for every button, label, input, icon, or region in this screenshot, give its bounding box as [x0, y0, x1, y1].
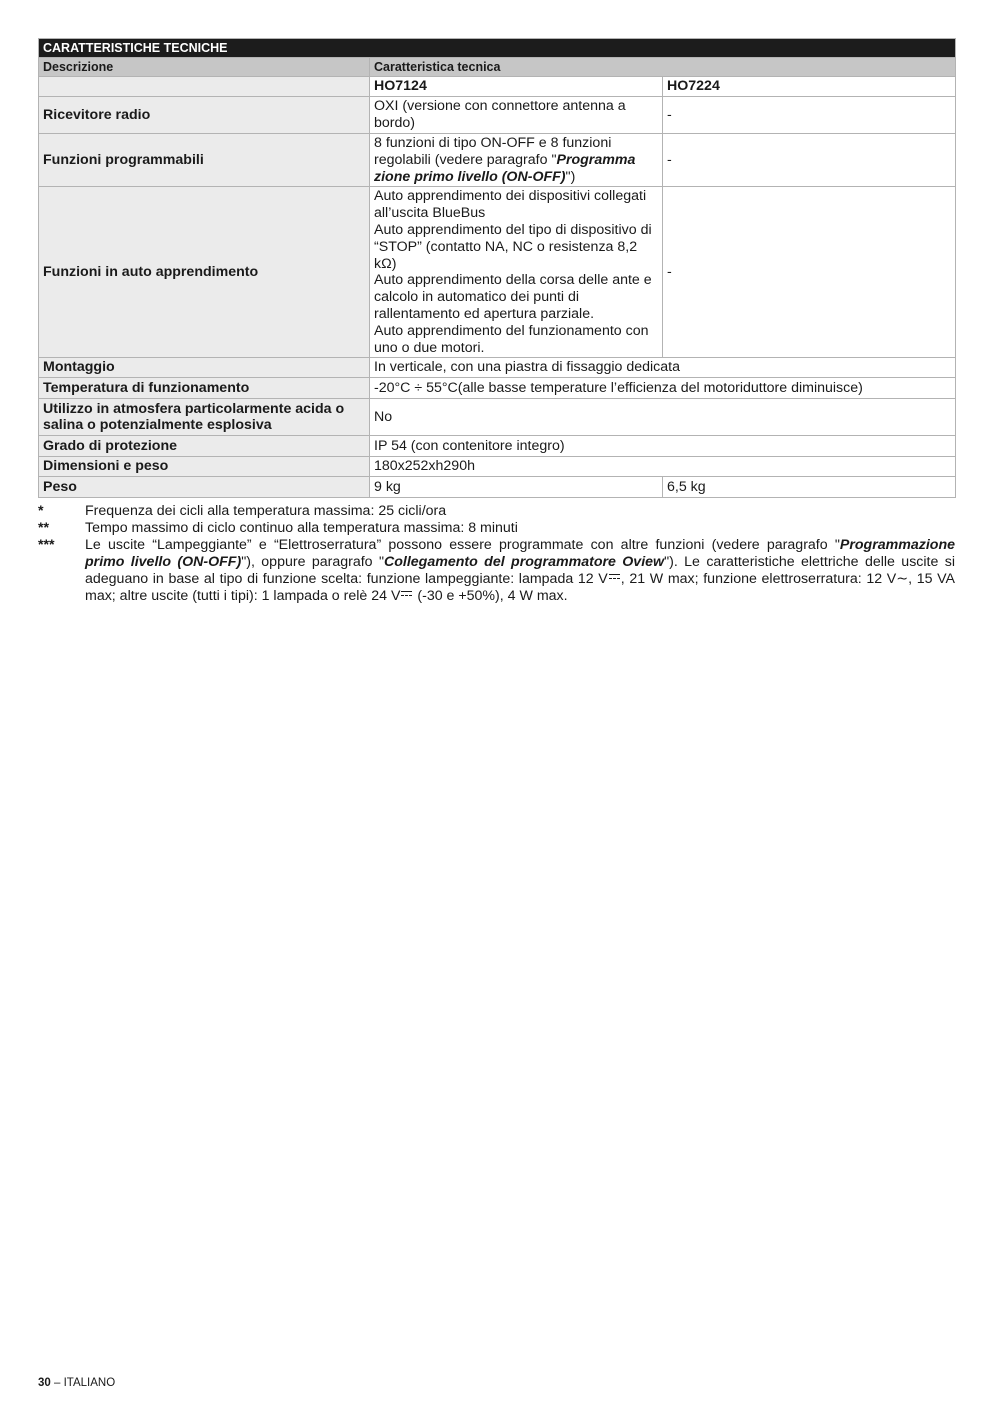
page-number: 30	[38, 1377, 51, 1389]
footnote-mark: ***	[38, 537, 55, 553]
row-value-a: 9 kg	[370, 477, 663, 498]
row-line: Auto apprendimento dei dispositivi collegati all’uscita BlueBus	[374, 188, 647, 222]
footnote	[38, 503, 955, 520]
row-value: 180x252xh290h	[370, 457, 956, 477]
row-value-a	[370, 187, 663, 358]
row-value-b: -	[663, 97, 956, 134]
row-value: IP 54 (con contenitore integro)	[370, 436, 956, 457]
note-text: , 21 W max; funzione elettroserratura: 12 V∼, 15 VA max; altre uscite (tutti i tipi): 1 lampada o relè 24 V	[85, 571, 955, 604]
row-label: Ricevitore radio	[39, 97, 370, 134]
row-line: Auto apprendimento del funzionamento con uno o due motori.	[374, 322, 649, 356]
row-value: No	[370, 399, 956, 436]
row-text: ")	[565, 168, 576, 185]
table-title: CARATTERISTICHE TECNICHE	[39, 39, 956, 58]
footnote	[38, 537, 955, 605]
row-label: Funzioni programmabili	[39, 134, 370, 187]
note-text: "). Le caratteristiche elettriche delle uscite si adeguano in base al tipo di funzione scelta: funzione lampeggiante: lampada 12 V	[85, 554, 955, 587]
table-row	[39, 477, 956, 498]
row-label: Grado di protezione	[39, 436, 370, 457]
col-description-header: Descrizione	[39, 58, 370, 77]
row-value-b: 6,5 kg	[663, 477, 956, 498]
table-row	[39, 134, 956, 187]
paragraph-reference: Programma zione primo livello (ON-OFF)	[374, 151, 636, 185]
row-value-b: -	[663, 134, 956, 187]
row-value: -20°C ÷ 55°C(alle basse temperature l’efficienza del motoriduttore diminuisce)	[370, 378, 956, 399]
row-label: Peso	[39, 477, 370, 498]
table-row	[39, 436, 956, 457]
table-row	[39, 378, 956, 399]
footnote-text: Frequenza dei cicli alla temperatura massima: 25 cicli/ora	[85, 503, 447, 519]
row-value: In verticale, con una piastra di fissaggio dedicata	[370, 358, 956, 378]
table-row	[39, 399, 956, 436]
table-title-row	[39, 39, 956, 58]
paragraph-reference: Collegamento del programmatore Oview	[383, 554, 665, 570]
table-row	[39, 358, 956, 378]
footer-language: – ITALIANO	[54, 1377, 116, 1389]
note-text: Le uscite “Lampeggiante” e “Elettroserratura” possono essere programmate con altre funzioni (vedere paragrafo "	[85, 537, 840, 553]
table-header-row	[39, 58, 956, 77]
footnote-text: Tempo massimo di ciclo continuo alla temperatura massima: 8 minuti	[85, 520, 518, 536]
row-value-b: -	[663, 187, 956, 358]
table-row	[39, 187, 956, 358]
row-label: Funzioni in auto apprendimento	[39, 187, 370, 358]
dc-current-icon	[609, 574, 620, 581]
row-label: Temperatura di funzionamento	[39, 378, 370, 399]
footnote-mark: *	[38, 503, 44, 519]
dc-current-icon	[401, 591, 412, 598]
footnote	[38, 520, 955, 537]
table-row	[39, 457, 956, 477]
row-label: Utilizzo in atmosfera particolarmente acida o salina o potenzialmente esplosiva	[39, 399, 370, 436]
note-text: "), oppure paragrafo "	[241, 554, 384, 570]
row-line: Auto apprendimento della corsa delle ante e calcolo in automatico dei punti di rallentamento ed apertura parziale.	[374, 272, 652, 322]
footnotes	[38, 503, 955, 605]
footnote-text	[85, 537, 955, 605]
spec-table	[38, 38, 956, 498]
footnote-mark: **	[38, 520, 50, 536]
row-value-a	[370, 134, 663, 187]
page-footer	[38, 1377, 115, 1389]
row-label: Montaggio	[39, 358, 370, 378]
paragraph-reference: Programmazione primo livello (ON-OFF)	[85, 537, 955, 570]
model-b-header: HO7224	[663, 77, 956, 97]
note-text: (-30 e +50%), 4 W max.	[413, 588, 568, 604]
model-row	[39, 77, 956, 97]
row-label: Dimensioni e peso	[39, 457, 370, 477]
row-value-a: OXI (versione con connettore antenna a bordo)	[370, 97, 663, 134]
model-row-blank	[39, 77, 370, 97]
row-text: 8 funzioni di tipo ON-OFF e 8 funzioni regolabili (vedere paragrafo "	[374, 135, 612, 168]
row-line: Auto apprendimento del tipo di dispositivo di “STOP” (contatto NA, NC o resistenza 8,2 kΩ)	[374, 222, 652, 272]
model-a-header: HO7124	[370, 77, 663, 97]
table-row	[39, 97, 956, 134]
col-spec-header: Caratteristica tecnica	[370, 58, 956, 77]
